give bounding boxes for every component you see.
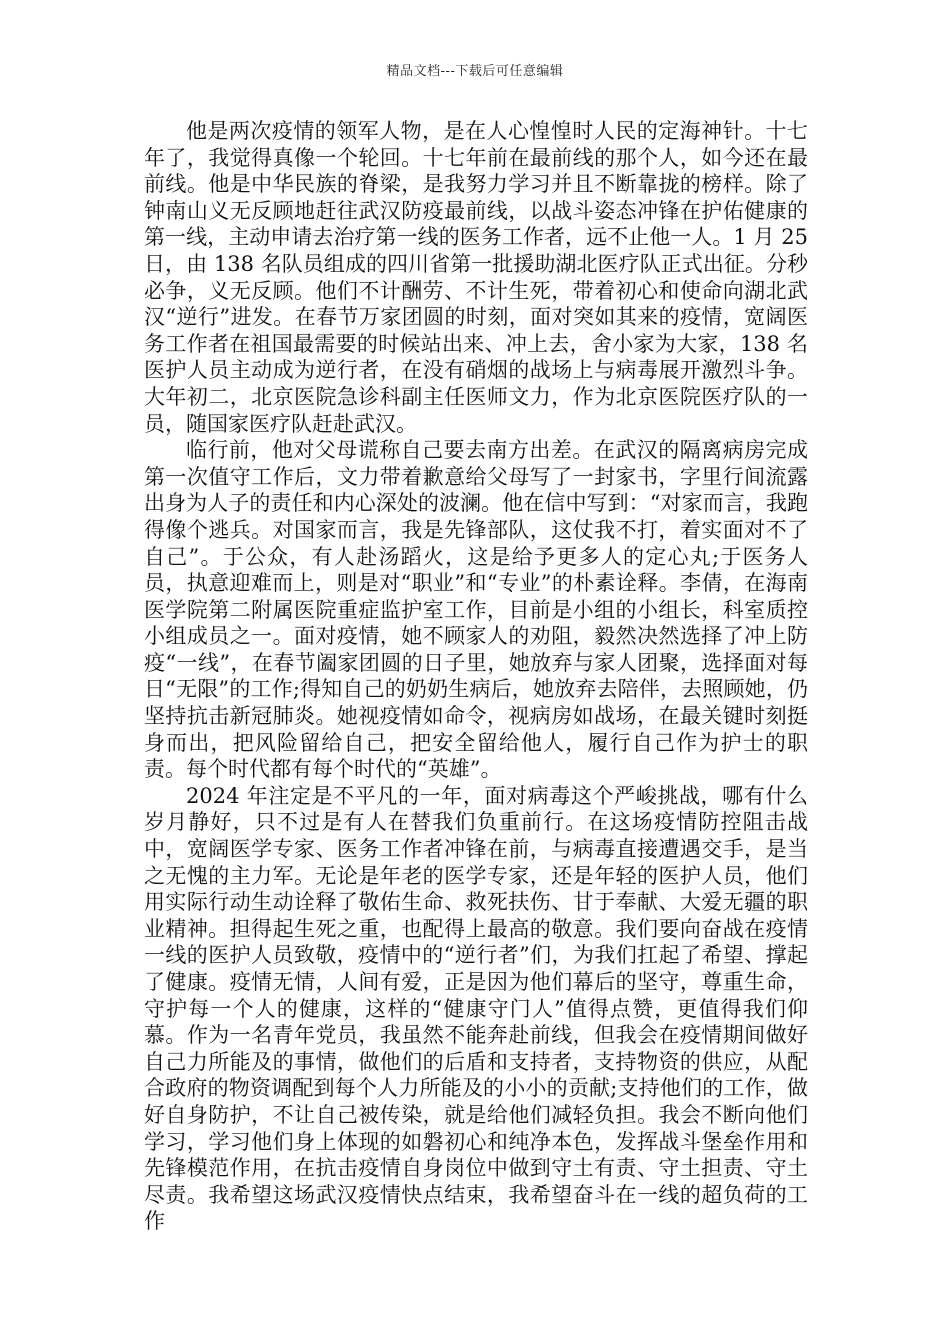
document-body [144,118,808,1235]
paragraph-1: 他是两次疫情的领军人物，是在人心惶惶时人民的定海神针。十七年了，我觉得真像一个轮回。十七年前在最前线的那个人，如今还在最前线。他是中华民族的脊梁，是我努力学习并且不断靠拢的榜样。除了钟南山义无反顾地赶往武汉防疫最前线，以战斗姿态冲锋在护佑健康的第一线，主动申请去治疗第一线的医务工作者，远不止他一人。1 月 25 日，由 138 名队员组成的四川省第一批援助湖北医疗队正式出征。分秒必争，义无反顾。他们不计酬劳、不计生死，带着初心和使命向湖北武汉“逆行”进发。在春节万家团圆的时刻，面对突如其来的疫情，宽阔医务工作者在祖国最需要的时候站出来、冲上去，舍小家为大家，138 名医护人员主动成为逆行者，在没有硝烟的战场上与病毒展开激烈斗争。大年初二，北京医院急诊科副主任医师文力，作为北京医院医疗队的一员，随国家医疗队赶赴武汉。 [144,119,808,436]
page-header: 精品文档---下载后可任意编辑 [386,64,564,79]
paragraph-3: 2024 年注定是不平凡的一年，面对病毒这个严峻挑战，哪有什么岁月静好，只不过是有人在替我们负重前行。在这场疫情防控阻击战中，宽阔医学专家、医务工作者冲锋在前，与病毒直接遭遇交手，是当之无愧的主力军。无论是年老的医学专家，还是年轻的医护人员，他们用实际行动生动诠释了敬佑生命、救死扶伤、甘于奉献、大爱无疆的职业精神。担得起生死之重，也配得上最高的敬意。我们要向奋战在疫情一线的医护人员致敬，疫情中的“逆行者”们，为我们扛起了希望、撑起了健康。疫情无情，人间有爱，正是因为他们幕后的坚守，尊重生命，守护每一个人的健康，这样的“健康守门人”值得点赞，更值得我们仰慕。作为一名青年党员，我虽然不能奔赴前线，但我会在疫情期间做好自己力所能及的事情，做他们的后盾和支持者，支持物资的供应，从配合政府的物资调配到每个人力所能及的小小的贡献;支持他们的工作，做好自身防护，不让自己被传染，就是给他们减轻负担。我会不断向他们学习，学习他们身上体现的如磐初心和纯净本色，发挥战斗堡垒作用和先锋模范作用，在抗击疫情自身岗位中做到守土有责、守土担责、守土尽责。我希望这场武汉疫情快点结束，我希望奋斗在一线的超负荷的工作 [144,783,808,1234]
paragraph-2: 临行前，他对父母谎称自己要去南方出差。在武汉的隔离病房完成第一次值守工作后，文力带着歉意给父母写了一封家书，字里行间流露出身为人子的责任和内心深处的波澜。他在信中写到：“对家而言，我跑得像个逃兵。对国家而言，我是先锋部队，这仗我不打，着实面对不了自己”。于公众，有人赴汤蹈火，这是给予更多人的定心丸;于医务人员，执意迎难而上，则是对“职业”和“专业”的朴素诠释。李倩，在海南医学院第二附属医院重症监护室工作，目前是小组的小组长，科室质控小组成员之一。面对疫情，她不顾家人的劝阻，毅然决然选择了冲上防疫“一线”，在春节阖家团圆的日子里，她放弃与家人团聚，选择面对每日“无限”的工作;得知自己的奶奶生病后，她放弃去陪伴，去照顾她，仍坚持抗击新冠肺炎。她视疫情如命令，视病房如战场，在最关键时刻挺身而出，把风险留给自己，把安全留给他人，履行自己作为护士的职责。每个时代都有每个时代的“英雄”。 [144,438,808,782]
